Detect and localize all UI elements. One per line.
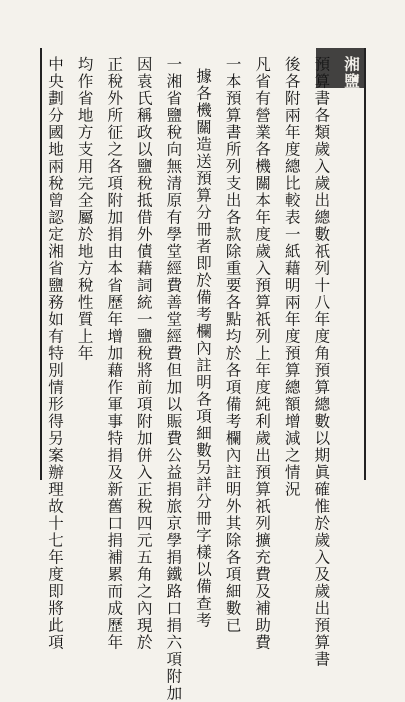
header-title: 湘鹽稅: [341, 56, 361, 107]
text-line-10: 中央劃分國地兩稅曾認定湘省鹽務如有特別情形得另案辦理故十七年度即將此項: [46, 56, 64, 651]
text-line-5: 據各機關造送預算分冊者即於備考欄內註明各項細數另詳分冊字樣以備查考: [193, 68, 212, 629]
text-line-9: 均作省地方支用完全屬於地方稅性質上年: [75, 56, 94, 362]
text-line-6: 一湘省鹽稅向無清原有學堂經費善堂經費但加以賑費公益捐旅京學捐鐵路口捐六項附加: [164, 56, 183, 702]
text-frame: [40, 48, 366, 702]
text-columns: [46, 56, 361, 702]
text-line-7: 因袁氏稱政以鹽稅抵借外債藉詞統一鹽稅將前項附加併入正稅四元五角之內現於: [134, 56, 153, 651]
text-line-2: 後各附兩年度總比較表一紙藉明兩年度預算總額增減之情況: [282, 56, 301, 498]
text-line-8: 正稅外所征之各項附加捐由本省歷年增加藉作軍事特捐及新舊口捐補累而成歷年: [105, 56, 124, 651]
text-line-1: 預算書各類歲入歲出總數祇列十八年度角預算總數以期眞確惟於歲入及歲出預算書: [312, 56, 331, 668]
text-line-4: 一本預算書所列支出各款除重要各點均於各項備考欄內註明外其除各項細數已: [223, 56, 242, 634]
text-line-3: 凡省有營業各機關本年度歲入預算祇列上年度純利歲出預算祇列擴充費及補助費: [253, 56, 272, 651]
